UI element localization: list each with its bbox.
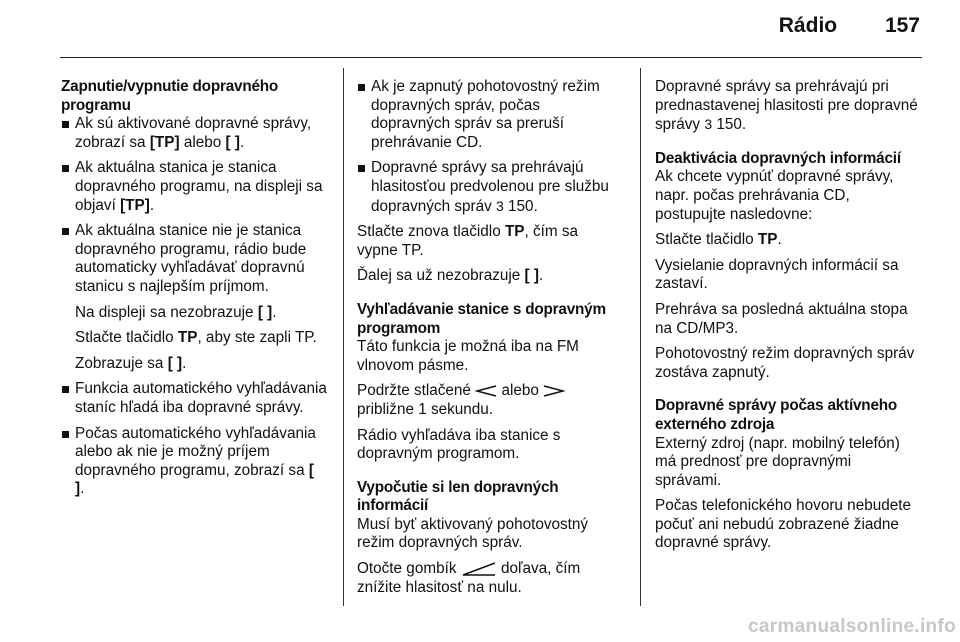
column-divider-1 <box>343 68 344 606</box>
volume-knob-icon <box>461 562 497 576</box>
tp-status-list <box>61 115 327 296</box>
section-heading-traffic-only: Vypočutie si len dopravných informácií <box>357 478 559 515</box>
paragraph: Vysielanie dopravných informácií sa zastaví. <box>655 256 899 293</box>
column-1 <box>61 78 327 506</box>
list-item: Dopravné správy sa prehrávajú hlasitosťou predvolenou pre službu dopravných správ 3 150. <box>357 159 623 216</box>
header-rule <box>60 57 922 58</box>
list-item: Ak aktuálna stanica je stanica dopravného programu, na displeji sa objaví [TP]. <box>61 159 327 215</box>
paragraph: Ak chcete vypnúť dopravné správy, napr. počas prehrávania CD, postupujte nasledovne: <box>655 168 894 223</box>
paragraph: Stlačte znova tlačidlo TP, čím sa vypne TP. <box>357 223 579 259</box>
paragraph: Stlačte tlačidlo TP. <box>655 231 782 249</box>
column-3 <box>655 78 921 560</box>
paragraph: Rádio vyhľadáva iba stanice s dopravným programom. <box>357 426 561 463</box>
paragraph: Ďalej sa už nezobrazuje [ ]. <box>357 267 544 285</box>
page-number: 157 <box>884 14 920 37</box>
standby-list <box>357 78 623 216</box>
seek-left-icon <box>475 385 497 397</box>
list-item: Funkcia automatického vyhľadávania staníc hľadá iba dopravné správy. <box>61 380 327 417</box>
paragraph: Pohotovostný režim dopravných správ zostáva zapnutý. <box>655 345 915 381</box>
paragraph: Musí byť aktivovaný pohotovostný režim dopravných správ. <box>357 515 589 552</box>
page-title: Rádio <box>778 14 838 37</box>
list-item: Počas automatického vyhľadávania alebo ak nie je možný príjem dopravného programu, zobrazí sa [ ]. <box>61 425 327 499</box>
paragraph: Otočte gombík doľava, čím znížite hlasitosť na nulu. <box>357 560 581 596</box>
paragraph: Dopravné správy sa prehrávajú pri prednastavenej hlasitosti pre dopravné správy 3 150. <box>655 78 918 134</box>
list-item: Ak je zapnutý pohotovostný režim dopravných správ, počas dopravných správ sa preruší prehrávanie CD. <box>357 78 623 152</box>
list-item: Ak sú aktivované dopravné správy, zobrazí sa [TP] alebo [ ]. <box>61 115 327 152</box>
sub-paragraph: Stlačte tlačidlo TP, aby ste zapli TP. <box>75 329 317 347</box>
list-item: Ak aktuálna stanice nie je stanica dopravného programu, rádio bude automaticky vyhľadávať dopravnú stanicu s najlepším príjmom. <box>61 222 327 296</box>
sub-paragraph: Zobrazuje sa [ ]. <box>75 354 187 372</box>
section-heading-tp-toggle: Zapnutie/vypnutie dopravného programu <box>61 78 279 114</box>
section-heading-deactivate: Deaktivácia dopravných informácií <box>655 149 901 167</box>
paragraph: Prehráva sa posledná aktuálna stopa na CD/MP3. <box>655 300 908 337</box>
page-reference-arrow-icon: 3 <box>496 197 504 214</box>
watermark: carmanualsonline.info <box>748 616 956 637</box>
auto-search-list <box>61 380 327 499</box>
seek-right-icon <box>543 385 565 397</box>
section-heading-station-search: Vyhľadávanie stanice s dopravným programom <box>357 300 606 337</box>
column-2 <box>357 78 623 604</box>
paragraph: Táto funkcia je možná iba na FM vlnovom pásme. <box>357 338 579 374</box>
page-header <box>779 14 920 38</box>
section-heading-external-source: Dopravné správy počas aktívneho externého zdroja <box>655 397 898 433</box>
sub-paragraph: Na displeji sa nezobrazuje [ ]. <box>75 303 277 321</box>
column-divider-2 <box>640 68 641 606</box>
paragraph: Podržte stlačené alebo približne 1 sekundu. <box>357 382 623 419</box>
page-reference-arrow-icon: 3 <box>704 116 713 133</box>
paragraph: Počas telefonického hovoru nebudete počuť ani nebudú zobrazené žiadne dopravné správy. <box>655 497 911 552</box>
paragraph: Externý zdroj (napr. mobilný telefón) má prednosť pre dopravnými správami. <box>655 434 900 489</box>
